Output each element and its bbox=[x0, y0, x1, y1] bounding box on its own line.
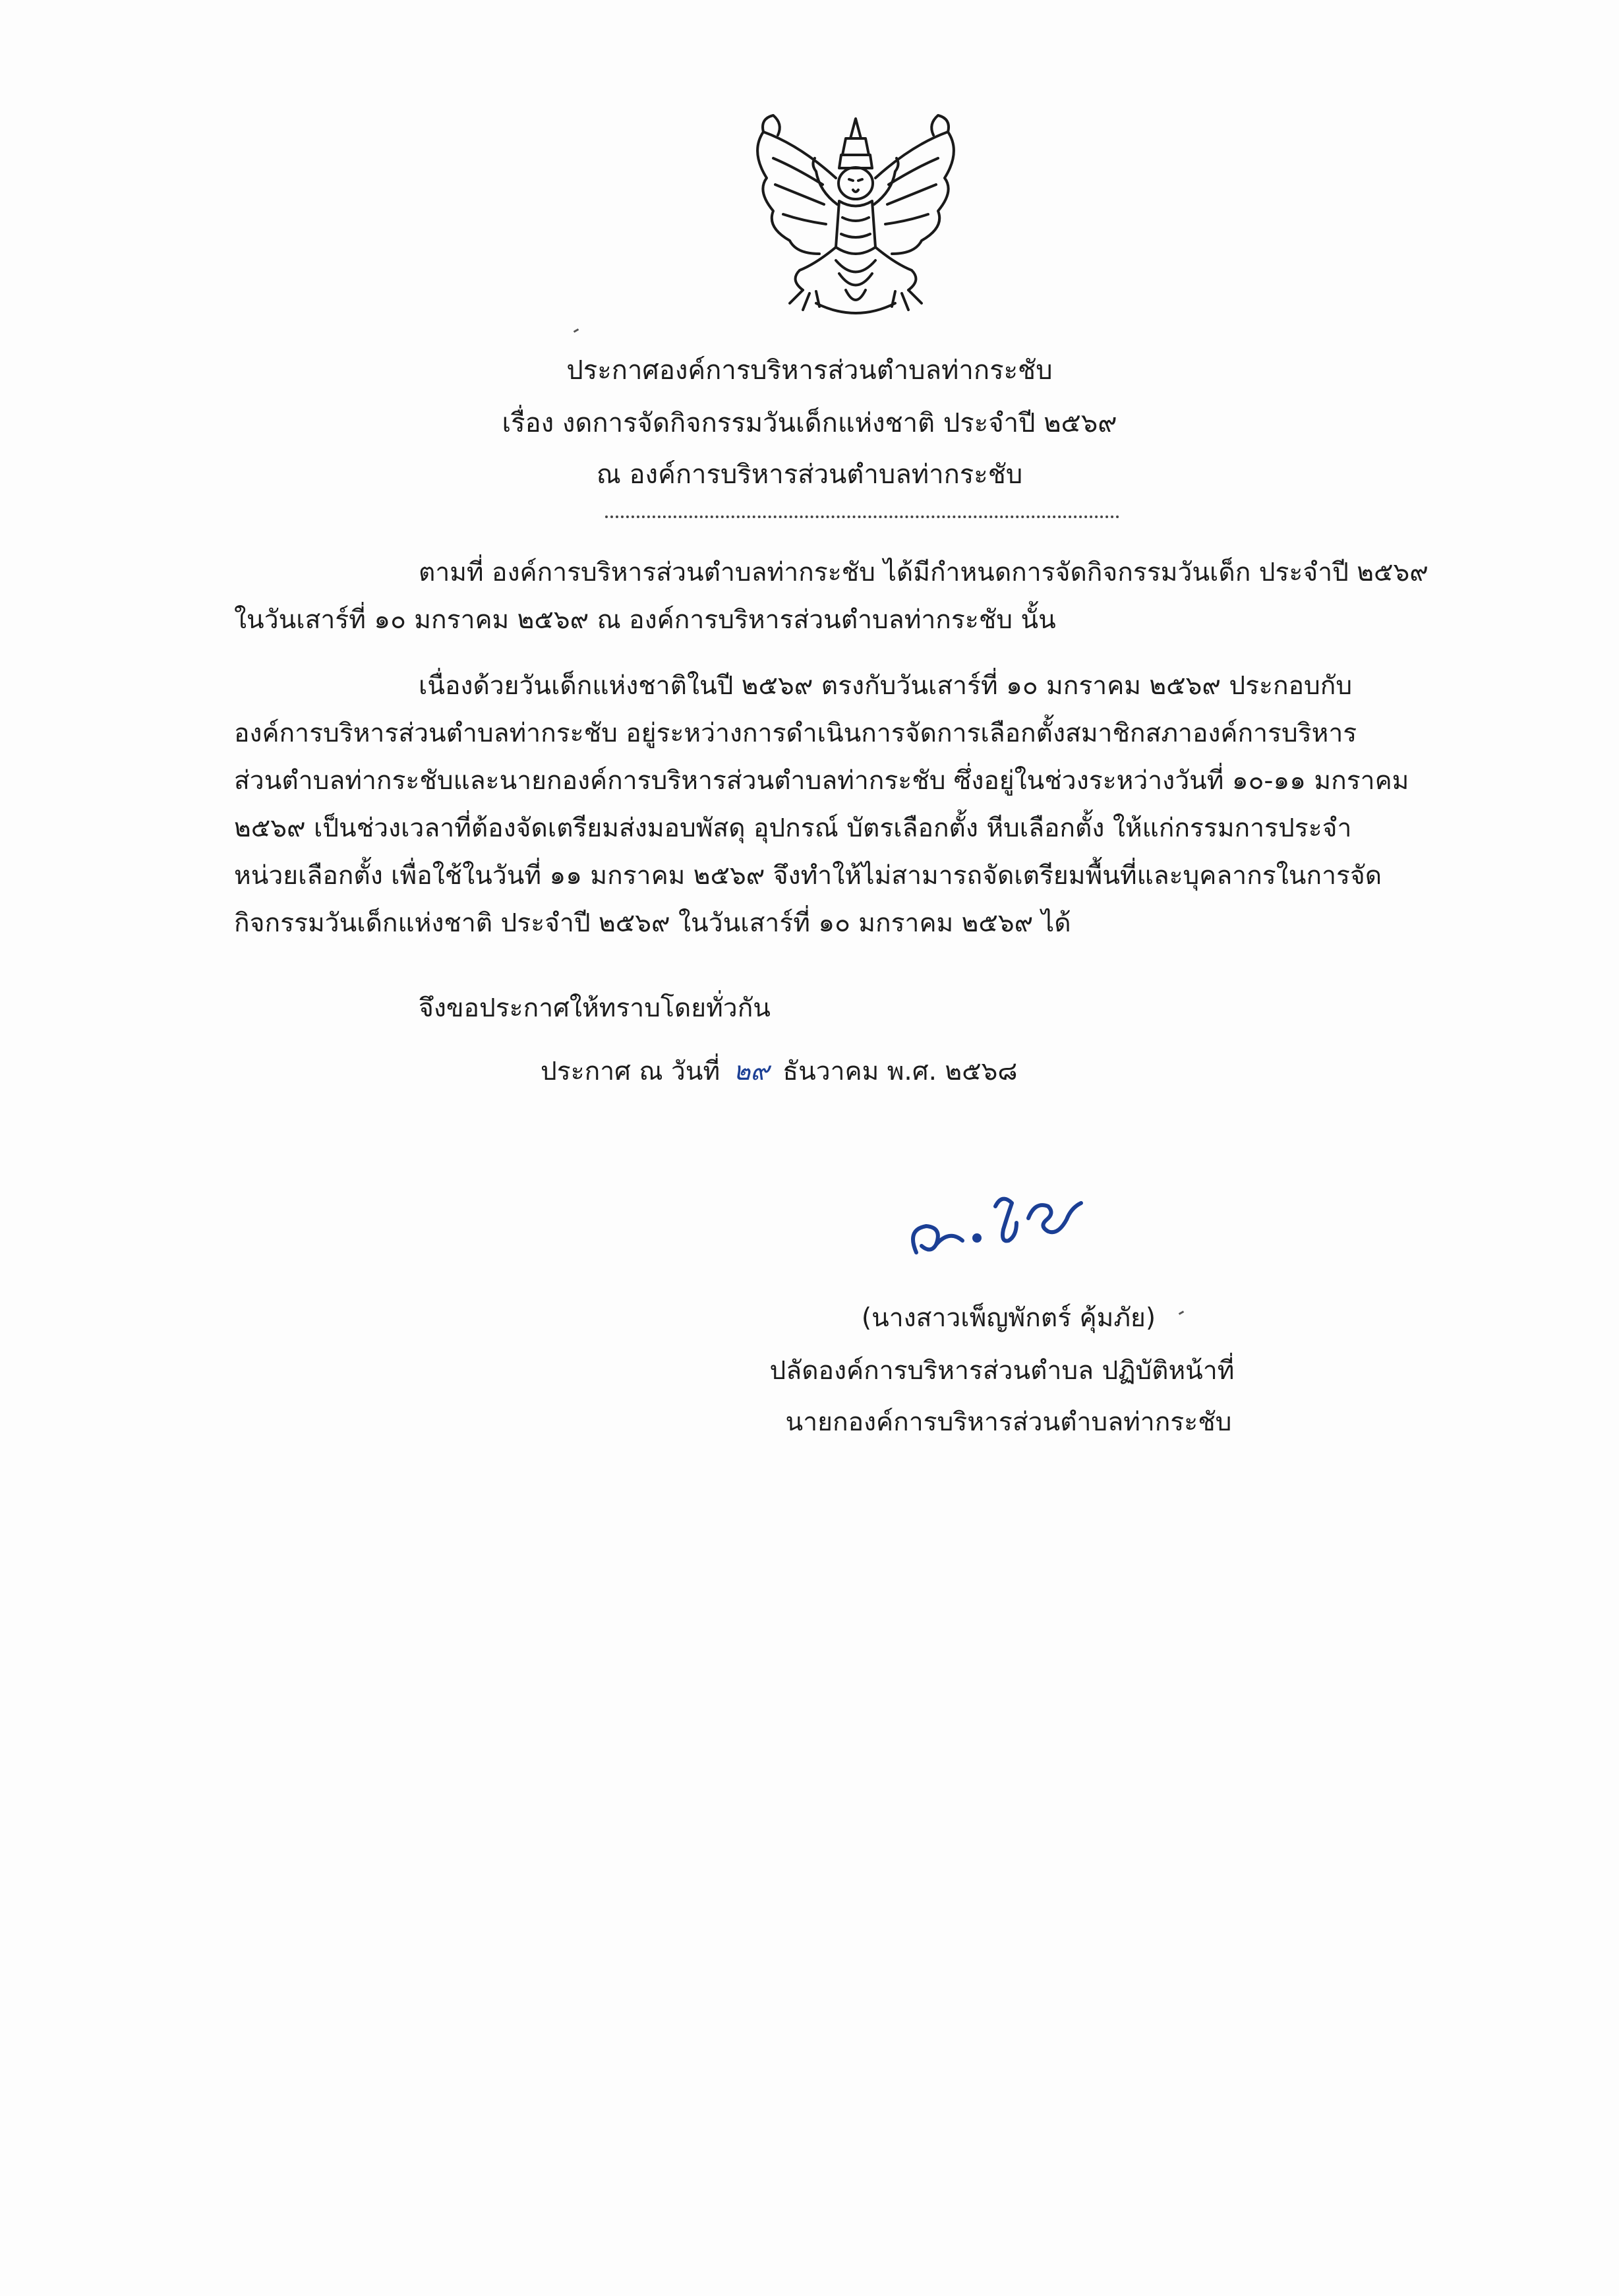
paragraph-1-line-2: ในวันเสาร์ที่ ๑๐ มกราคม ๒๕๖๙ ณ องค์การบริหารส่วนตำบลท่ากระชับ นั้น bbox=[234, 605, 1056, 635]
announcement-subject: เรื่อง งดการจัดกิจกรรมวันเด็กแห่งชาติ ประจำปี ๒๕๖๙ bbox=[502, 408, 1117, 438]
announcement-title: ประกาศองค์การบริหารส่วนตำบลท่ากระชับ bbox=[566, 355, 1053, 386]
garuda-emblem-icon bbox=[737, 105, 974, 330]
announcement-dateline bbox=[541, 1052, 1017, 1092]
paper-speck bbox=[574, 328, 579, 333]
announcement-location: ณ องค์การบริหารส่วนตำบลท่ากระชับ bbox=[596, 459, 1023, 490]
dateline-suffix: ธันวาคม พ.ศ. ๒๕๖๘ bbox=[782, 1057, 1018, 1086]
closing-statement: จึงขอประกาศให้ทราบโดยทั่วกัน bbox=[419, 993, 771, 1023]
dotted-separator bbox=[605, 515, 1119, 518]
paragraph-1 bbox=[234, 554, 1487, 641]
paragraph-2-line-1: เนื่องด้วยวันเด็กแห่งชาติในปี ๒๕๖๙ ตรงกับวันเสาร์ที่ ๑๐ มกราคม ๒๕๖๙ ประกอบกับ bbox=[419, 671, 1353, 701]
paragraph-2-line-3: ส่วนตำบลท่ากระชับและนายกองค์การบริหารส่วนตำบลท่ากระชับ ซึ่งอยู่ในช่วงระหว่างวันที่ ๑๐-๑๑ มกราคม bbox=[234, 766, 1409, 796]
signatory-position-2: นายกองค์การบริหารส่วนตำบลท่ากระชับ bbox=[785, 1407, 1232, 1437]
handwritten-signature bbox=[890, 1167, 1101, 1272]
dateline-prefix: ประกาศ ณ วันที่ bbox=[541, 1057, 721, 1086]
dateline-day: ๒๙ bbox=[733, 1057, 769, 1086]
paragraph-2 bbox=[234, 667, 1487, 944]
signatory-name: (นางสาวเพ็ญพักตร์ คุ้มภัย) bbox=[861, 1303, 1156, 1333]
paragraph-2-line-6: กิจกรรมวันเด็กแห่งชาติ ประจำปี ๒๕๖๙ ในวันเสาร์ที่ ๑๐ มกราคม ๒๕๖๙ ได้ bbox=[234, 908, 1071, 938]
paragraph-2-line-2: องค์การบริหารส่วนตำบลท่ากระชับ อยู่ระหว่างการดำเนินการจัดการเลือกตั้งสมาชิกสภาองค์การบริหาร bbox=[234, 719, 1357, 748]
paragraph-2-line-4: ๒๕๖๙ เป็นช่วงเวลาที่ต้องจัดเตรียมส่งมอบพัสดุ อุปกรณ์ บัตรเลือกตั้ง หีบเลือกตั้ง ให้แก่กรรมการประจำ bbox=[234, 813, 1352, 843]
signatory-position-1: ปลัดองค์การบริหารส่วนตำบล ปฏิบัติหน้าที่ bbox=[769, 1356, 1235, 1386]
paragraph-1-line-1: ตามที่ องค์การบริหารส่วนตำบลท่ากระชับ ได้มีกำหนดการจัดกิจกรรมวันเด็ก ประจำปี ๒๕๖๙ bbox=[419, 558, 1428, 587]
paragraph-2-line-5: หน่วยเลือกตั้ง เพื่อใช้ในวันที่ ๑๑ มกราคม ๒๕๖๙ จึงทำให้ไม่สามารถจัดเตรียมพื้นที่และบุคลากรในการจัด bbox=[234, 861, 1382, 891]
